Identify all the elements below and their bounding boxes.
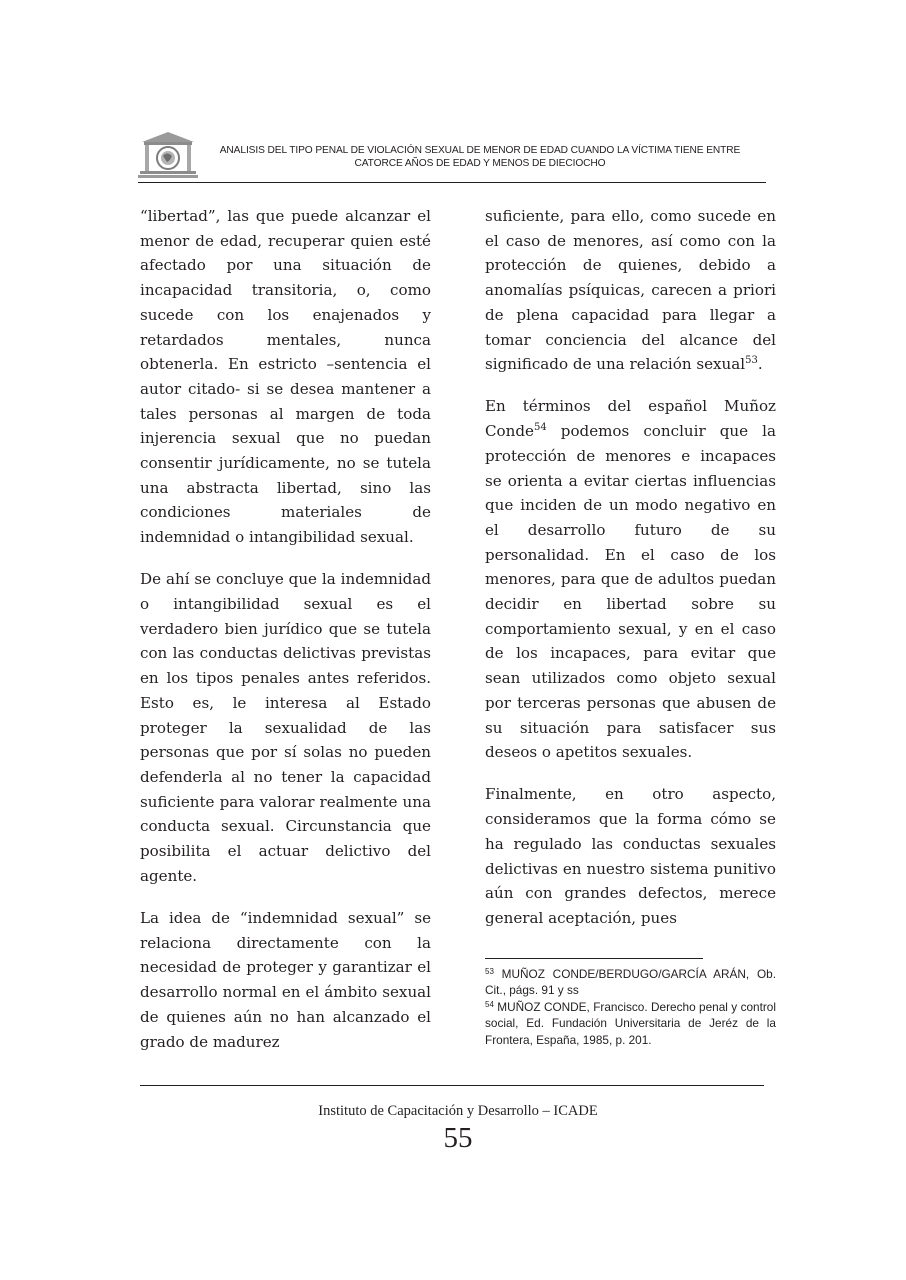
footnote-ref-53[interactable]: 53 [745,355,758,367]
header-title: ANALISIS DEL TIPO PENAL DE VIOLACIÓN SEXUAL DE MENOR DE EDAD CUANDO LA VÍCTIMA TIENE ENTRE CATORCE AÑOS DE EDAD Y MENOS DE DIECIOCHO [219,145,741,169]
icade-logo-icon [138,130,198,180]
footnote-divider [485,958,703,959]
page-number: 55 [443,1122,473,1154]
footnote-ref-54[interactable]: 54 [533,422,547,434]
footer-divider [140,1085,764,1086]
footnotes [485,966,776,1048]
footnote-text: MUÑOZ CONDE/BERDUGO/GARCÍA ARÁN, Ob. Cit., págs. 91 y ss [485,967,776,998]
right-column [485,204,776,931]
footnote-number: 54 [485,999,494,1009]
header-divider [138,182,766,183]
right-paragraph-2-start: En términos del español Muñoz Conde [485,397,776,441]
footer-institution: Instituto de Capacitación y Desarrollo – ICADE [318,1103,598,1119]
footnote-text: MUÑOZ CONDE, Francisco. Derecho penal y control social, Ed. Fundación Universitaria de Jeréz de la Frontera, España, 1985, p. 201. [485,999,776,1047]
footnote-53 [485,966,776,999]
left-paragraph-1: “libertad”, las que puede alcanzar el menor de edad, recuperar quien esté afectado por una situación de incapacidad transitoria, o, como sucede con los enajenados y retardados mentales, nunca obtenerla. En estricto –sentencia el autor citado- si se desea mantener a tales personas al margen de toda injerencia sexual que no puedan consentir jurídicamente, no se tutela una abstracta libertad, sino las condiciones materiales de indemnidad o intangibilidad sexual. [140,207,431,547]
right-paragraph-1-text: suficiente, para ello, como sucede en el caso de menores, así como con la protección de quienes, debido a anomalías psíquicas, carecen a priori de plena capacidad para llegar a tomar conciencia del alcance del significado de una relación sexual [485,207,776,374]
footnote-number: 53 [485,967,494,976]
left-column [140,204,431,1054]
right-paragraph-1-end: . [757,355,763,374]
left-paragraph-2: De ahí se concluye que la indemnidad o intangibilidad sexual es el verdadero bien jurídico que se tutela con las conductas delictivas previstas en los tipos penales antes referidos. Esto es, le interesa al Estado proteger la sexualidad de las personas que por sí solas no pueden defenderla al no tener la capacidad suficiente para valorar realmente una conducta sexual. Circunstancia que posibilita el actuar delictivo del agente. [140,570,431,885]
page-header [138,130,766,184]
right-paragraph-2 [485,394,776,765]
left-paragraph-3: La idea de “indemnidad sexual” se relaciona directamente con la necesidad de proteger y garantizar el desarrollo normal en el ámbito sexual de quienes aún no han alcanzado el grado de madurez [140,908,431,1051]
right-paragraph-1 [485,204,776,377]
footnote-54 [485,999,776,1048]
right-paragraph-3: Finalmente, en otro aspecto, consideramos que la forma cómo se ha regulado las conductas sexuales delictivas en nuestro sistema punitivo aún con grandes defectos, merece general aceptación, pues [485,785,776,927]
right-paragraph-2-rest: podemos concluir que la protección de menores e incapaces se orienta a evitar ciertas influencias que inciden de un modo negativo en el desarrollo futuro de su personalidad. En el caso de los menores, para que de adultos puedan decidir en libertad sobre su comportamiento sexual, y en el caso de los incapaces, para evitar que sean utilizados como objeto sexual por terceras personas que abusen de su situación para satisfacer sus deseos o apetitos sexuales. [485,422,776,762]
